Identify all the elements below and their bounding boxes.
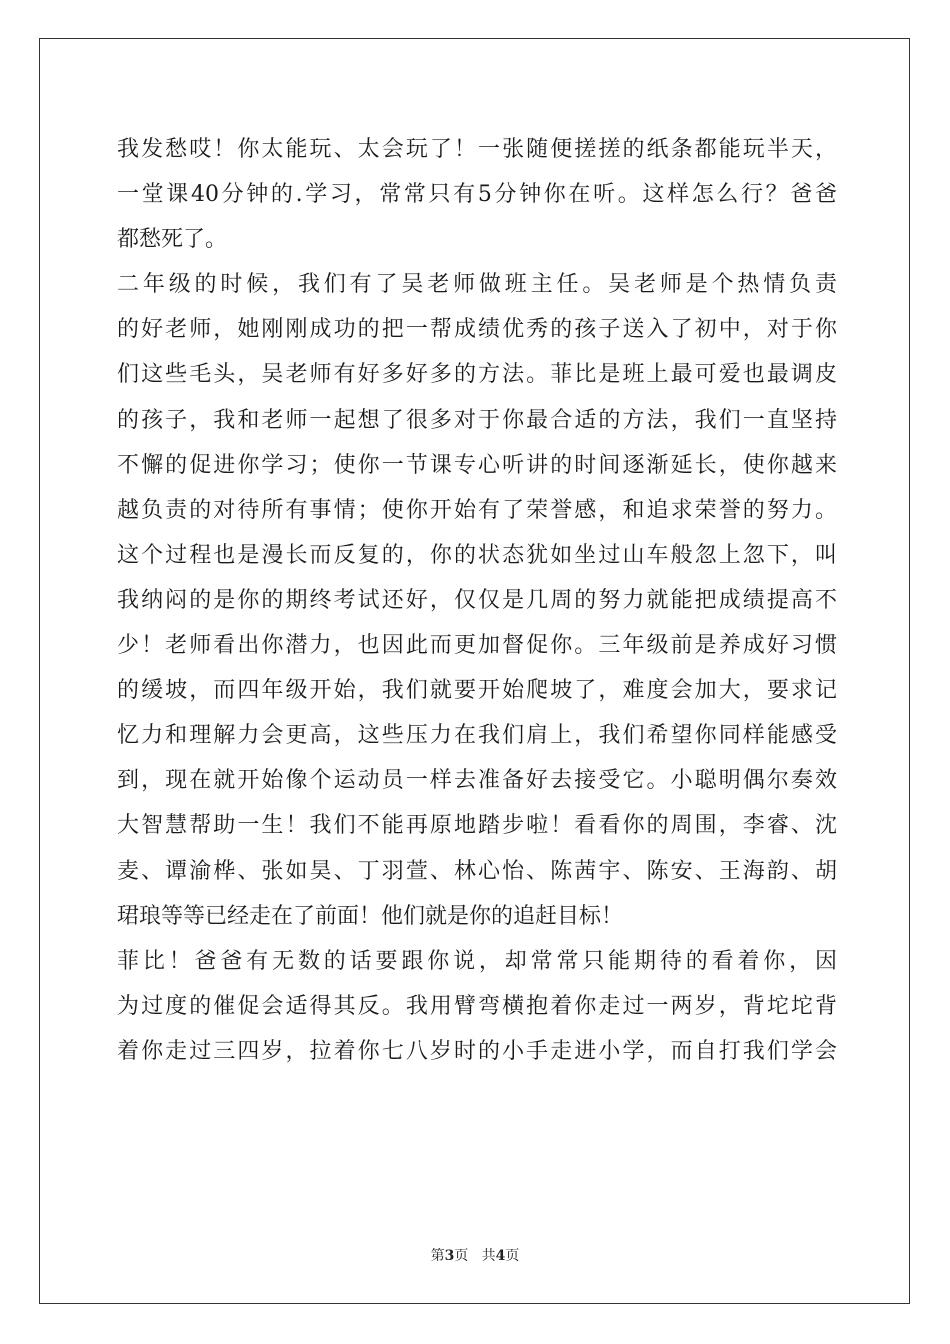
text-line: 菲比！爸爸有无数的话要跟你说，却常常只能期待的看着你，因 (117, 948, 837, 974)
text-line: 不懈的促进你学习；使你一节课专心听讲的时间逐渐延长，使你越来 (117, 452, 837, 478)
text-line: 我发愁哎！你太能玩、太会玩了！一张随便搓搓的纸条都能玩半天， (117, 137, 837, 162)
text-line: 这个过程也是漫长而反复的，你的状态犹如坐过山车般忽上忽下，叫 (117, 542, 837, 568)
text-line: 一堂课40分钟的.学习，常常只有5分钟你在听。这样怎么行？爸爸 (117, 182, 837, 208)
page-footer (0, 1245, 950, 1265)
text-line: 大智慧帮助一生！我们不能再原地踏步啦！看看你的周围，李睿、沈 (117, 813, 837, 839)
page-current: 3 (444, 1248, 455, 1264)
text-line: 着你走过三四岁，拉着你七八岁时的小手走进小学，而自打我们学会 (117, 1038, 837, 1064)
text-line: 少！老师看出你潜力，也因此而更加督促你。三年级前是养成好习惯 (117, 633, 837, 659)
text-line: 的缓坡，而四年级开始，我们就要开始爬坡了，难度会加大，要求记 (117, 678, 837, 704)
text-line: 越负责的对待所有事情；使你开始有了荣誉感，和追求荣誉的努力。 (117, 497, 837, 523)
text-line: 忆力和理解力会更高，这些压力在我们肩上，我们希望你同样能感受 (117, 723, 837, 749)
total-prefix: 共 (481, 1248, 496, 1264)
text-line: 的好老师，她刚刚成功的把一帮成绩优秀的孩子送入了初中，对于你 (117, 317, 837, 343)
text-line: 都愁死了。 (117, 227, 228, 253)
page-total: 4 (495, 1248, 506, 1264)
text-line: 为过度的催促会适得其反。我用臂弯横抱着你走过一两岁，背坨坨背 (117, 993, 837, 1019)
document-body (117, 127, 837, 1074)
page-prefix: 第 (430, 1248, 445, 1264)
text-line: 们这些毛头，吴老师有好多好多的方法。菲比是班上最可爱也最调皮 (117, 362, 837, 388)
text-line: 麦、谭渝桦、张如昊、丁羽萱、林心怡、陈茜宇、陈安、王海韵、胡 (117, 858, 837, 884)
text-line: 二年级的时候，我们有了吴老师做班主任。吴老师是个热情负责 (117, 272, 837, 298)
text-line: 珺琅等等已经走在了前面！他们就是你的追赶目标！ (117, 903, 624, 929)
text-line: 到，现在就开始像个运动员一样去准备好去接受它。小聪明偶尔奏效 (117, 768, 837, 794)
text-line: 我纳闷的是你的期终考试还好，仅仅是几周的努力就能把成绩提高不 (117, 587, 837, 613)
total-suffix: 页 (505, 1248, 520, 1264)
text-line: 的孩子，我和老师一起想了很多对于你最合适的方法，我们一直坚持 (117, 407, 837, 433)
page-label: 页 (454, 1248, 469, 1264)
